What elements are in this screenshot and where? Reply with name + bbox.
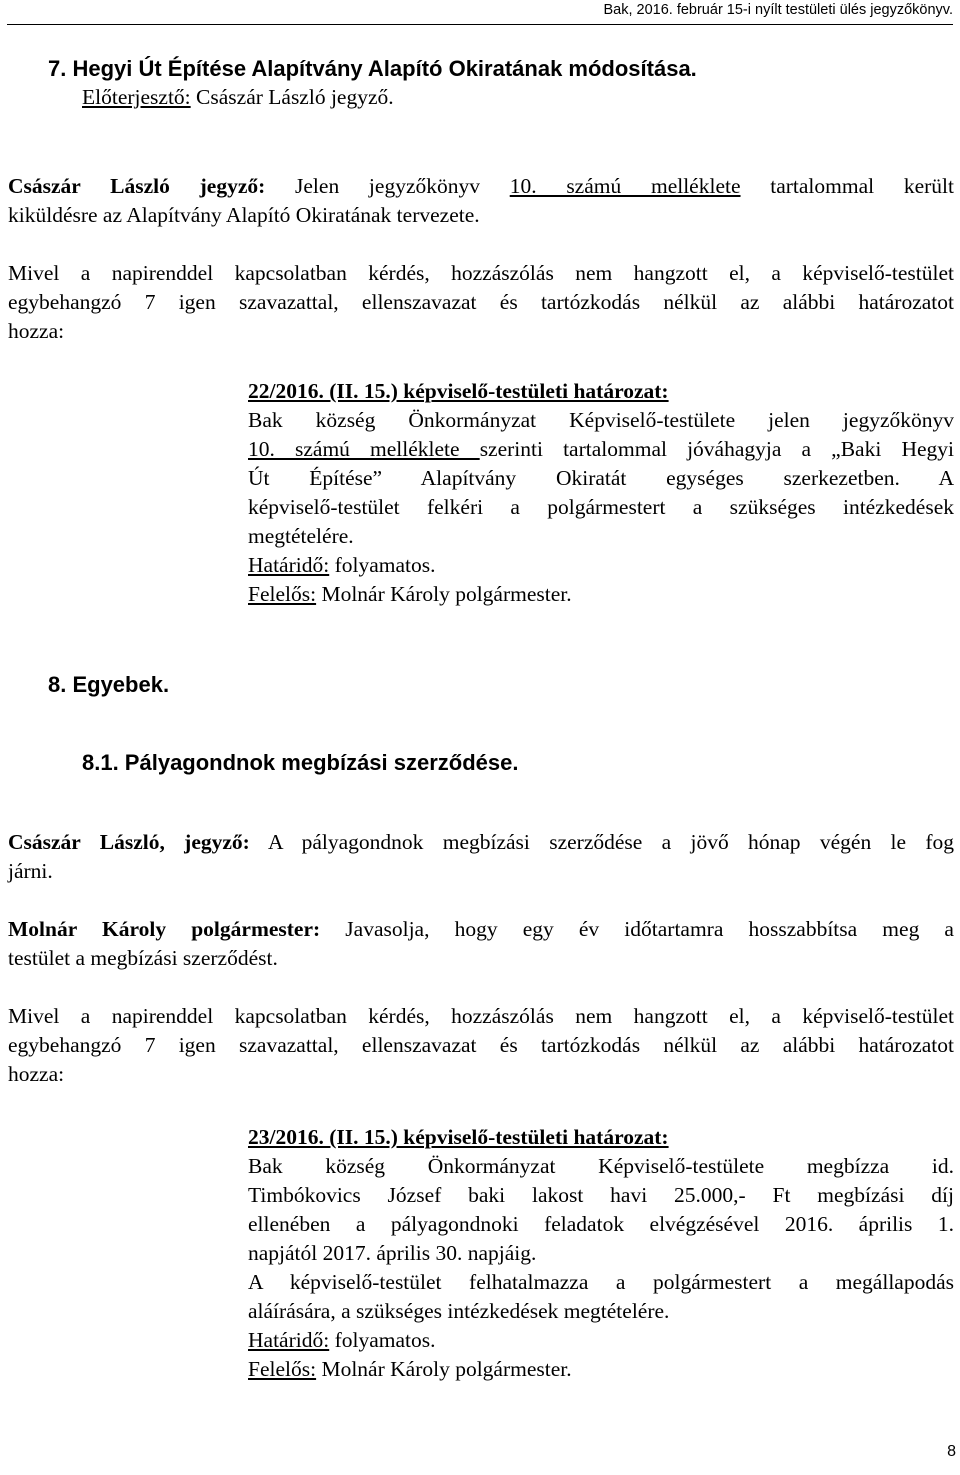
para3-text: Javasolja, hogy egy év időtartamra hosszabbítsa meg a xyxy=(320,917,954,941)
responsible-line xyxy=(248,580,954,609)
resolution-23-line5: A képviselő-testület felhatalmazza a polgármestert a megállapodás xyxy=(248,1270,954,1294)
para2-text: A pályagondnok megbízási szerződése a jövő hónap végén le fog xyxy=(249,830,954,854)
speaker-name: Császár László jegyző: xyxy=(8,174,266,198)
attachment-link: 10. számú melléklete xyxy=(509,174,741,198)
deadline-label: Határidő: xyxy=(248,1328,330,1352)
vote1-line3: hozza: xyxy=(8,319,65,343)
speaker-name: Császár László, jegyző: xyxy=(8,830,250,854)
page-header: Bak, 2016. február 15-i nyílt testületi ülés jegyzőkönyv. xyxy=(7,2,953,25)
resolution-22-line5: megtételére. xyxy=(248,524,354,548)
para1-line2: kiküldésre az Alapítvány Alapító Okiratának tervezete. xyxy=(8,203,480,227)
para3-line1 xyxy=(8,915,954,944)
resolution-22-line4: képviselő-testület felkéri a polgármestert a szükséges intézkedések xyxy=(248,495,954,519)
page-number: 8 xyxy=(947,1443,956,1460)
vote1-line2: egybehangzó 7 igen szavazattal, ellenszavazat és tartózkodás nélkül az alábbi határozatot xyxy=(8,290,954,314)
resolution-22-line3: Út Építése” Alapítvány Okiratát egységes szerkezetben. A xyxy=(248,466,954,490)
resolution-22-line1: Bak község Önkormányzat Képviselő-testülete jelen jegyzőkönyv xyxy=(248,408,954,432)
resolution-22-title: 22/2016. (II. 15.) képviselő-testületi határozat: xyxy=(248,379,669,403)
resolution-23-line4: napjától 2017. április 30. napjáig. xyxy=(248,1241,537,1265)
item-8-1-title: 8.1. Pályagondnok megbízási szerződése. xyxy=(82,750,519,775)
speaker-name: Molnár Károly polgármester: xyxy=(8,917,321,941)
deadline-value: folyamatos. xyxy=(329,553,436,577)
para1-tail: tartalommal került xyxy=(740,174,954,198)
item-8-title: 8. Egyebek. xyxy=(48,672,170,697)
responsible-value: Molnár Károly polgármester. xyxy=(316,582,572,606)
deadline-label: Határidő: xyxy=(248,553,330,577)
resolution-23-line3: ellenében a pályagondnoki feladatok elvégzésével 2016. április 1. xyxy=(248,1212,954,1236)
responsible-label: Felelős: xyxy=(248,582,317,606)
responsible-line xyxy=(248,1355,954,1384)
para2-line2: járni. xyxy=(8,859,53,883)
vote2-line2: egybehangzó 7 igen szavazattal, ellenszavazat és tartózkodás nélkül az alábbi határozatot xyxy=(8,1033,954,1057)
item-7-title: 7. Hegyi Út Építése Alapítvány Alapító Okiratának módosítása. xyxy=(48,56,697,81)
attachment-link: 10. számú melléklete xyxy=(248,437,480,461)
para1-text: Jelen jegyzőkönyv xyxy=(265,174,510,198)
vote1-line1: Mivel a napirenddel kapcsolatban kérdés, hozzászólás nem hangzott el, a képviselő-testület xyxy=(8,261,954,285)
deadline-line xyxy=(248,1326,954,1355)
resolution-23-line1: Bak község Önkormányzat Képviselő-testülete megbízza id. xyxy=(248,1154,954,1178)
deadline-value: folyamatos. xyxy=(329,1328,436,1352)
presenter-line xyxy=(82,83,960,112)
resolution-22-line2-text: szerinti tartalommal jóváhagyja a „Baki Hegyi xyxy=(479,437,954,461)
deadline-line xyxy=(248,551,954,580)
responsible-value: Molnár Károly polgármester. xyxy=(316,1357,572,1381)
resolution-23-title: 23/2016. (II. 15.) képviselő-testületi határozat: xyxy=(248,1125,669,1149)
para1-line1 xyxy=(8,172,954,201)
presenter-name: Császár László jegyző. xyxy=(190,85,394,109)
resolution-23-line6: aláírására, a szükséges intézkedések megtételére. xyxy=(248,1299,670,1323)
presenter-label: Előterjesztő: xyxy=(82,85,191,109)
para3-line2: testület a megbízási szerződést. xyxy=(8,946,278,970)
responsible-label: Felelős: xyxy=(248,1357,317,1381)
resolution-23-line2: Timbókovics József baki lakost havi 25.000,- Ft megbízási díj xyxy=(248,1183,954,1207)
vote2-line3: hozza: xyxy=(8,1062,65,1086)
para2-line1 xyxy=(8,828,954,857)
vote2-line1: Mivel a napirenddel kapcsolatban kérdés, hozzászólás nem hangzott el, a képviselő-testület xyxy=(8,1004,954,1028)
resolution-22-line2 xyxy=(248,435,954,464)
